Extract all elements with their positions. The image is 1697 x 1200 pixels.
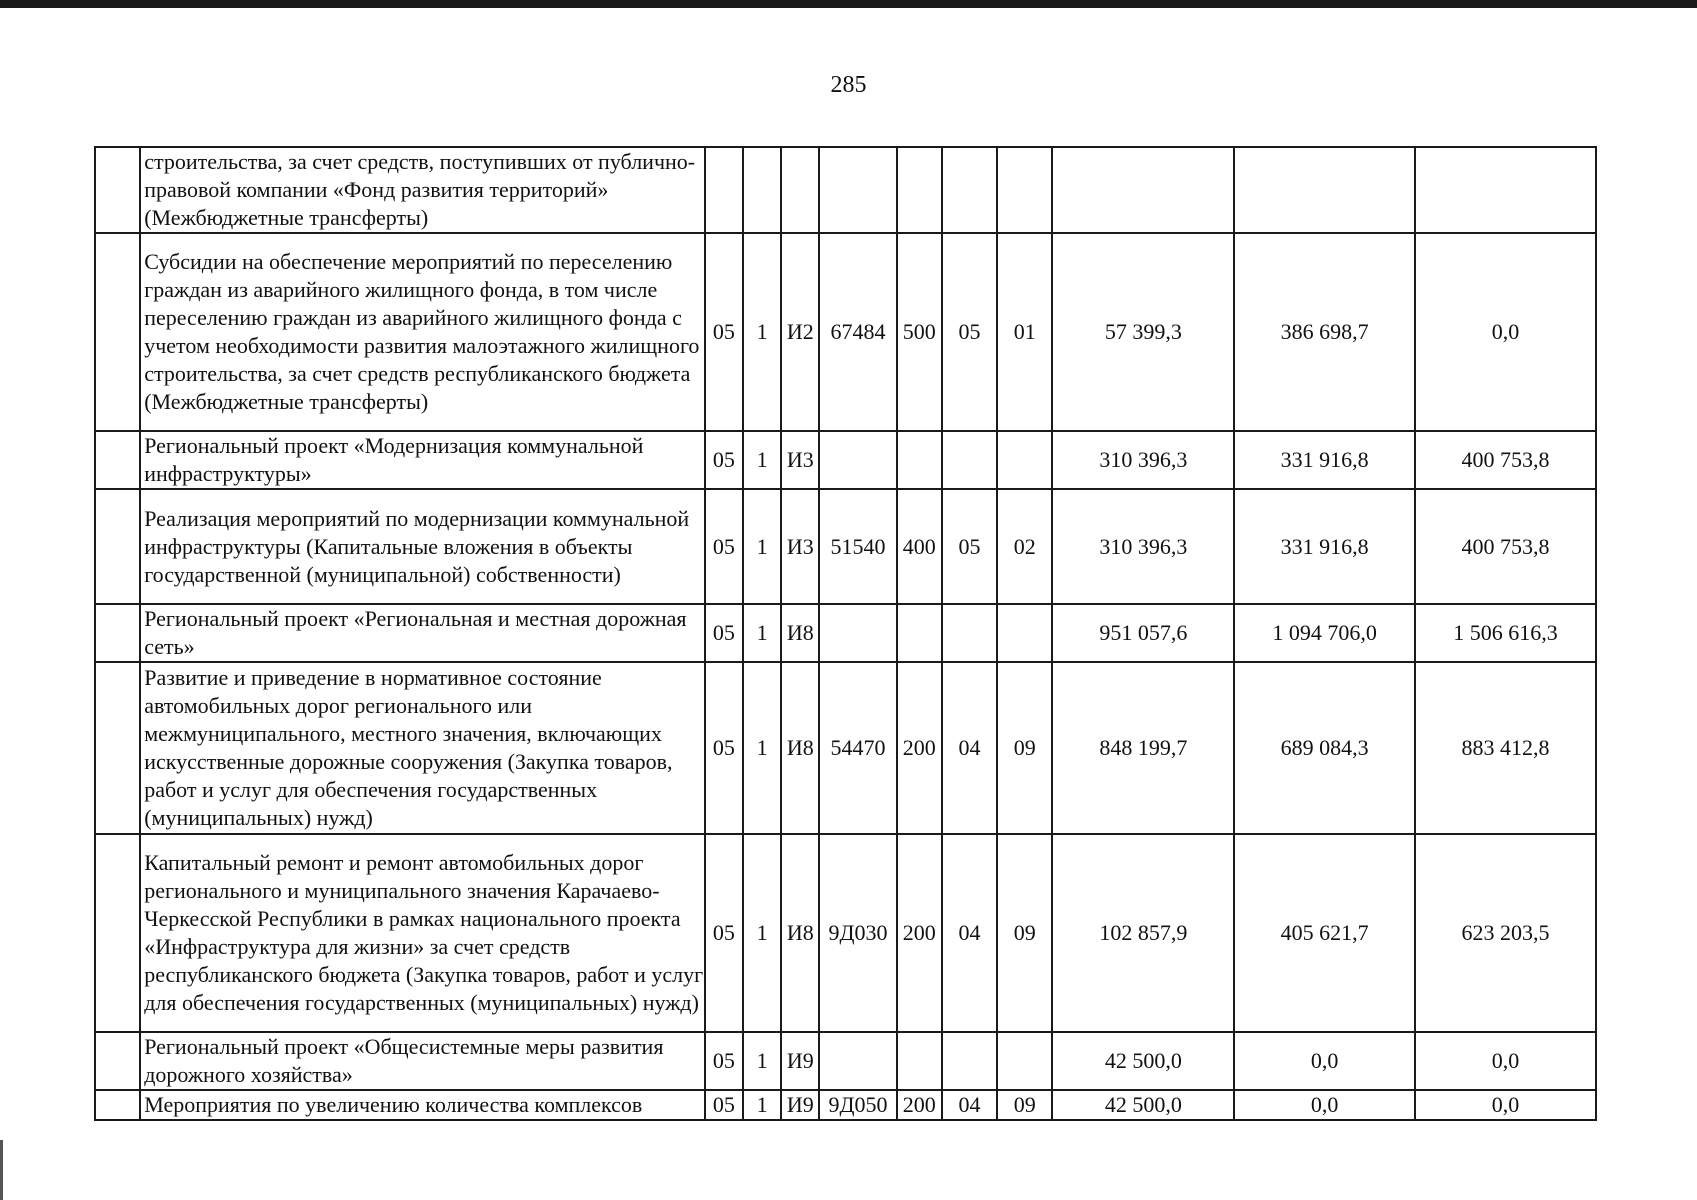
amount-year-2: 0,0: [1234, 1032, 1415, 1090]
amount-year-3: 1 506 616,3: [1415, 604, 1596, 662]
amount-year-3: 623 203,5: [1415, 834, 1596, 1032]
table-row: [95, 489, 1596, 604]
code-project: И9: [781, 1032, 819, 1090]
code-ministry: 05: [705, 1032, 743, 1090]
code-project: И8: [781, 834, 819, 1032]
code-section: [942, 147, 997, 233]
amount-year-1: 310 396,3: [1052, 489, 1234, 604]
code-expense-type: [897, 147, 942, 233]
amount-year-3: 0,0: [1415, 1032, 1596, 1090]
code-section: 04: [942, 1090, 997, 1120]
item-name: Мероприятия по увеличению количества комплексов: [140, 1090, 705, 1120]
code-ministry: 05: [705, 662, 743, 834]
row-number-cell: [95, 489, 140, 604]
code-subprogram: 1: [743, 489, 781, 604]
item-name: строительства, за счет средств, поступивших от публично-правовой компании «Фонд развития территорий» (Межбюджетные трансферты): [140, 147, 705, 233]
row-number-cell: [95, 147, 140, 233]
code-subsection: 01: [997, 233, 1052, 431]
code-subprogram: [743, 147, 781, 233]
code-ministry: 05: [705, 489, 743, 604]
page-number: 285: [830, 72, 867, 98]
code-direction: 9Д030: [819, 834, 896, 1032]
code-ministry: 05: [705, 431, 743, 489]
amount-year-2: [1234, 147, 1415, 233]
code-project: И8: [781, 662, 819, 834]
amount-year-1: [1052, 147, 1234, 233]
scan-top-edge: [0, 0, 1697, 8]
budget-table: [94, 146, 1597, 1121]
row-number-cell: [95, 604, 140, 662]
code-project: И3: [781, 431, 819, 489]
amount-year-3: 0,0: [1415, 233, 1596, 431]
table-row: [95, 431, 1596, 489]
item-name: Субсидии на обеспечение мероприятий по переселению граждан из аварийного жилищного фонда, в том числе переселению граждан из аварийного жилищного фонда с учетом необходимости развития малоэтажного жилищного строительства, за счет средств республиканского бюджета (Межбюджетные трансферты): [140, 233, 705, 431]
table-row: [95, 662, 1596, 834]
amount-year-2: 0,0: [1234, 1090, 1415, 1120]
amount-year-2: 386 698,7: [1234, 233, 1415, 431]
code-direction: 54470: [819, 662, 896, 834]
code-expense-type: [897, 604, 942, 662]
code-ministry: 05: [705, 1090, 743, 1120]
amount-year-2: 331 916,8: [1234, 489, 1415, 604]
code-direction: [819, 604, 896, 662]
code-project: И3: [781, 489, 819, 604]
table-row: [95, 1090, 1596, 1120]
amount-year-3: 400 753,8: [1415, 431, 1596, 489]
amount-year-3: [1415, 147, 1596, 233]
row-number-cell: [95, 233, 140, 431]
scan-left-edge: [0, 1140, 3, 1200]
code-project: И2: [781, 233, 819, 431]
code-section: 05: [942, 233, 997, 431]
amount-year-3: 0,0: [1415, 1090, 1596, 1120]
code-expense-type: 500: [897, 233, 942, 431]
code-project: И8: [781, 604, 819, 662]
item-name: Капитальный ремонт и ремонт автомобильных дорог регионального и муниципального значения Карачаево-Черкесской Республики в рамках национального проекта «Инфраструктура для жизни» за счет средств республиканского бюджета (Закупка товаров, работ и услуг для обеспечения государственных (муниципальных) нужд): [140, 834, 705, 1032]
amount-year-2: 689 084,3: [1234, 662, 1415, 834]
code-ministry: 05: [705, 233, 743, 431]
amount-year-2: 1 094 706,0: [1234, 604, 1415, 662]
code-ministry: [705, 147, 743, 233]
row-number-cell: [95, 662, 140, 834]
code-direction: 67484: [819, 233, 896, 431]
table-row: [95, 834, 1596, 1032]
code-subprogram: 1: [743, 233, 781, 431]
code-subsection: 09: [997, 662, 1052, 834]
code-expense-type: 200: [897, 1090, 942, 1120]
code-section: 04: [942, 662, 997, 834]
code-ministry: 05: [705, 604, 743, 662]
amount-year-1: 102 857,9: [1052, 834, 1234, 1032]
code-section: 04: [942, 834, 997, 1032]
code-direction: [819, 1032, 896, 1090]
code-section: [942, 1032, 997, 1090]
code-subprogram: 1: [743, 604, 781, 662]
code-expense-type: 200: [897, 834, 942, 1032]
amount-year-1: 310 396,3: [1052, 431, 1234, 489]
item-name: Региональный проект «Общесистемные меры развития дорожного хозяйства»: [140, 1032, 705, 1090]
row-number-cell: [95, 1032, 140, 1090]
code-expense-type: [897, 1032, 942, 1090]
code-subsection: 09: [997, 834, 1052, 1032]
code-subsection: [997, 1032, 1052, 1090]
code-subprogram: 1: [743, 834, 781, 1032]
row-number-cell: [95, 834, 140, 1032]
code-subsection: [997, 147, 1052, 233]
code-section: 05: [942, 489, 997, 604]
code-section: [942, 604, 997, 662]
code-section: [942, 431, 997, 489]
row-number-cell: [95, 431, 140, 489]
code-subprogram: 1: [743, 1090, 781, 1120]
code-direction: [819, 431, 896, 489]
item-name: Развитие и приведение в нормативное состояние автомобильных дорог регионального или межмуниципального, местного значения, включающих искусственные дорожные сооружения (Закупка товаров, работ и услуг для обеспечения государственных (муниципальных) нужд): [140, 662, 705, 834]
amount-year-1: 57 399,3: [1052, 233, 1234, 431]
item-name: Региональный проект «Региональная и местная дорожная сеть»: [140, 604, 705, 662]
table-row: [95, 604, 1596, 662]
code-project: [781, 147, 819, 233]
amount-year-1: 42 500,0: [1052, 1090, 1234, 1120]
amount-year-1: 951 057,6: [1052, 604, 1234, 662]
table-row: [95, 1032, 1596, 1090]
code-subsection: 02: [997, 489, 1052, 604]
code-ministry: 05: [705, 834, 743, 1032]
item-name: Региональный проект «Модернизация коммунальной инфраструктуры»: [140, 431, 705, 489]
item-name: Реализация мероприятий по модернизации коммунальной инфраструктуры (Капитальные вложения в объекты государственной (муниципальной) собственности): [140, 489, 705, 604]
code-subprogram: 1: [743, 431, 781, 489]
code-project: И9: [781, 1090, 819, 1120]
amount-year-3: 883 412,8: [1415, 662, 1596, 834]
row-number-cell: [95, 1090, 140, 1120]
amount-year-1: 42 500,0: [1052, 1032, 1234, 1090]
amount-year-1: 848 199,7: [1052, 662, 1234, 834]
code-subsection: [997, 431, 1052, 489]
amount-year-2: 405 621,7: [1234, 834, 1415, 1032]
amount-year-2: 331 916,8: [1234, 431, 1415, 489]
code-expense-type: 400: [897, 489, 942, 604]
code-expense-type: 200: [897, 662, 942, 834]
table-row: [95, 233, 1596, 431]
code-direction: 9Д050: [819, 1090, 896, 1120]
code-subsection: 09: [997, 1090, 1052, 1120]
code-direction: [819, 147, 896, 233]
code-subprogram: 1: [743, 662, 781, 834]
amount-year-3: 400 753,8: [1415, 489, 1596, 604]
table-row: [95, 147, 1596, 233]
code-subprogram: 1: [743, 1032, 781, 1090]
code-direction: 51540: [819, 489, 896, 604]
code-subsection: [997, 604, 1052, 662]
code-expense-type: [897, 431, 942, 489]
